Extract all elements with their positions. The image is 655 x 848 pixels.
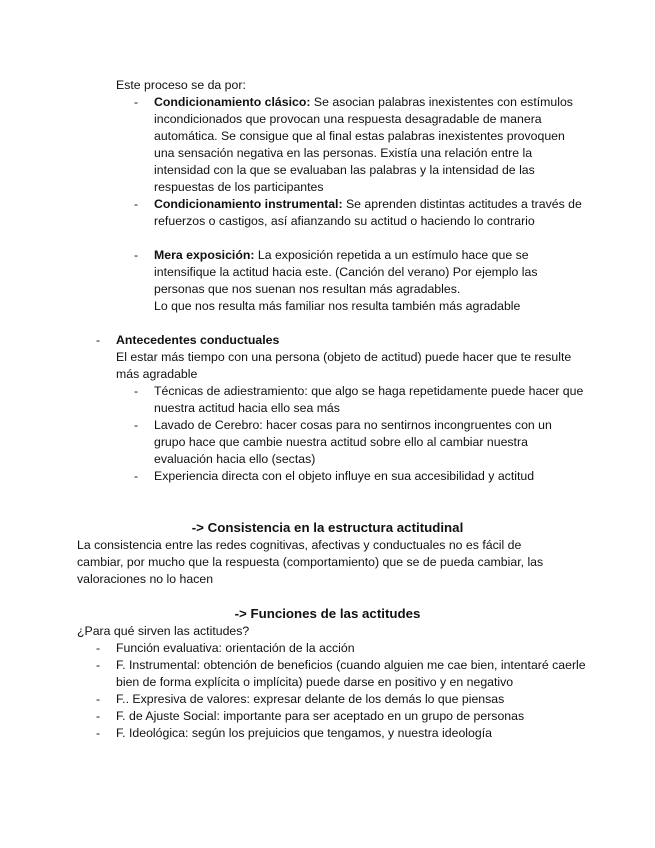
bullet-dash: - xyxy=(134,197,139,211)
item-text: F.. Expresiva de valores: expresar delante de los demás lo que piensas xyxy=(116,692,505,706)
item-text: Se aprenden distintas actitudes a través de refuerzos o castigos, así afianzando su actitud o haciendo lo contrario xyxy=(154,197,582,228)
bullet-dash: - xyxy=(96,658,101,672)
bullet-dash: - xyxy=(96,709,101,723)
bullet-dash: - xyxy=(134,95,139,109)
bullet-dash: - xyxy=(134,248,139,262)
section2-block xyxy=(96,332,586,383)
section1-item-1 xyxy=(134,94,584,196)
section4-item-4 xyxy=(96,708,586,725)
section1-intro: Este proceso se da por: xyxy=(116,78,246,92)
section4-item-2 xyxy=(96,657,586,691)
item-text: Experiencia directa con el objeto influye en sua accesibilidad y actitud xyxy=(154,469,535,483)
bullet-dash: - xyxy=(134,418,139,432)
section4-question: ¿Para qué sirven las actitudes? xyxy=(77,624,250,638)
item-label: Condicionamiento instrumental: xyxy=(154,197,343,211)
section2-text: El estar más tiempo con una persona (objeto de actitud) puede hacer que te resulte más agradable xyxy=(116,350,572,381)
item-label: Mera exposición: xyxy=(154,248,255,262)
item-text: Lavado de Cerebro: hacer cosas para no sentirnos incongruentes con un grupo hace que cambie nuestra actitud sobre ello al cambiar nuestra evaluación hacia ello (sectas) xyxy=(154,418,552,466)
bullet-dash: - xyxy=(134,384,139,398)
section4-item-1 xyxy=(96,640,586,657)
section2-item-2 xyxy=(134,417,584,468)
section2-item-1 xyxy=(134,383,584,417)
item-text: F. Ideológica: según los prejuicios que tengamos, y nuestra ideología xyxy=(116,726,492,740)
bullet-dash: - xyxy=(96,641,101,655)
item-text: F. Instrumental: obtención de beneficios (cuando alguien me cae bien, intentaré caerle bien de forma explícita o implícita) puede darse en positivo y en negativo xyxy=(116,658,586,689)
item-text: La exposición repetida a un estímulo hace que se intensifique la actitud hacia este. (Canción del verano) Por ejemplo las personas que nos suenan nos resultan más agradables. xyxy=(154,248,538,296)
bullet-dash: - xyxy=(96,692,101,706)
section2-item-3 xyxy=(134,468,584,485)
bullet-dash: - xyxy=(96,333,101,347)
item-label: Condicionamiento clásico: xyxy=(154,95,311,109)
item-text: Función evaluativa: orientación de la acción xyxy=(116,641,355,655)
section4-heading: -> Funciones de las actitudes xyxy=(234,606,421,621)
section3-text: La consistencia entre las redes cognitivas, afectivas y conductuales no es fácil de cambiar, por mucho que la respuesta (comportamiento) que se de pueda cambiar, las valoraciones no lo hacen xyxy=(77,538,544,586)
item-extra: Lo que nos resulta más familiar nos resulta también más agradable xyxy=(154,299,521,313)
item-text: Se asocian palabras inexistentes con estímulos incondicionados que provocan una respuesta desagradable de manera automática. Se consigue que al final estas palabras inexistentes provoquen una sensación negativa en las personas. Existía una relación entre la intensidad con la que se evaluaban las palabras y la intensidad de las respuestas de los participantes xyxy=(154,95,573,194)
section4-item-5 xyxy=(96,725,586,742)
section1-item-2 xyxy=(134,196,584,230)
bullet-dash: - xyxy=(134,469,139,483)
item-text: Técnicas de adiestramiento: que algo se haga repetidamente puede hacer que nuestra actitud hacia ello sea más xyxy=(154,384,584,415)
section4-item-3 xyxy=(96,691,586,708)
item-text: F. de Ajuste Social: importante para ser aceptado en un grupo de personas xyxy=(116,709,525,723)
section2-title: Antecedentes conductuales xyxy=(116,333,280,347)
section3-heading: -> Consistencia en la estructura actitudinal xyxy=(191,520,464,535)
bullet-dash: - xyxy=(96,726,101,740)
section1-item-3 xyxy=(134,247,584,315)
